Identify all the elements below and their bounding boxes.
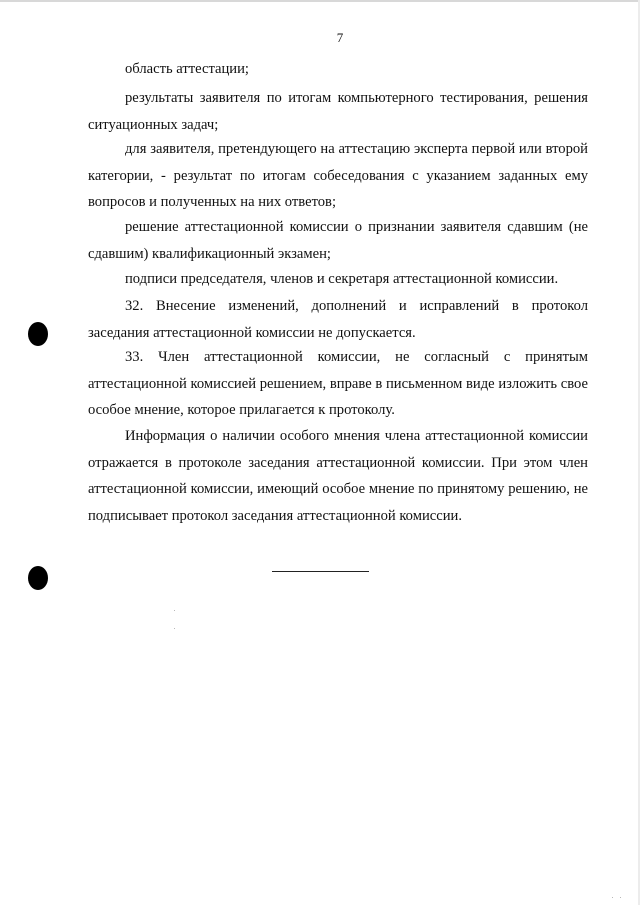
paragraph-attestation-area: область аттестации; — [125, 61, 249, 77]
scan-speck — [612, 897, 613, 898]
paragraph-interview-results: для заявителя, претендующего на аттестацию эксперта первой или второй категории, - результат по итогам собеседования с указанием заданных ему вопросов и полученных на них ответов; — [88, 141, 588, 210]
scan-speck — [174, 628, 175, 629]
paragraph-test-results: результаты заявителя по итогам компьютерного тестирования, решения ситуационных задач; — [88, 90, 588, 133]
paragraph-dissenting-opinion: Информация о наличии особого мнения члена аттестационной комиссии отражается в протоколе заседания аттестационной комиссии. При этом член аттестационной комиссии, имеющий особое мнение по принятому решению, не подписывает протокол заседания аттестационной комиссии. — [88, 428, 588, 524]
page-number: 7 — [336, 30, 344, 45]
paragraph-signatures: подписи председателя, членов и секретаря аттестационной комиссии. — [125, 271, 559, 287]
punch-hole-upper — [28, 322, 48, 346]
paragraph-commission-decision: решение аттестационной комиссии о признании заявителя сдавшим (не сдавшим) квалификационный экзамен; — [88, 219, 588, 262]
paragraph-item-33: 33. Член аттестационной комиссии, не согласный с принятым аттестационной комиссией решением, вправе в письменном виде изложить свое особое мнение, которое прилагается к протоколу. — [88, 349, 588, 418]
scan-speck — [174, 610, 175, 611]
punch-hole-lower — [28, 566, 48, 590]
scan-top-edge — [0, 0, 640, 2]
paragraph-item-32: 32. Внесение изменений, дополнений и исправлений в протокол заседания аттестационной комиссии не допускается. — [88, 298, 588, 341]
scan-speck — [620, 897, 621, 898]
end-of-text-rule — [272, 571, 369, 572]
